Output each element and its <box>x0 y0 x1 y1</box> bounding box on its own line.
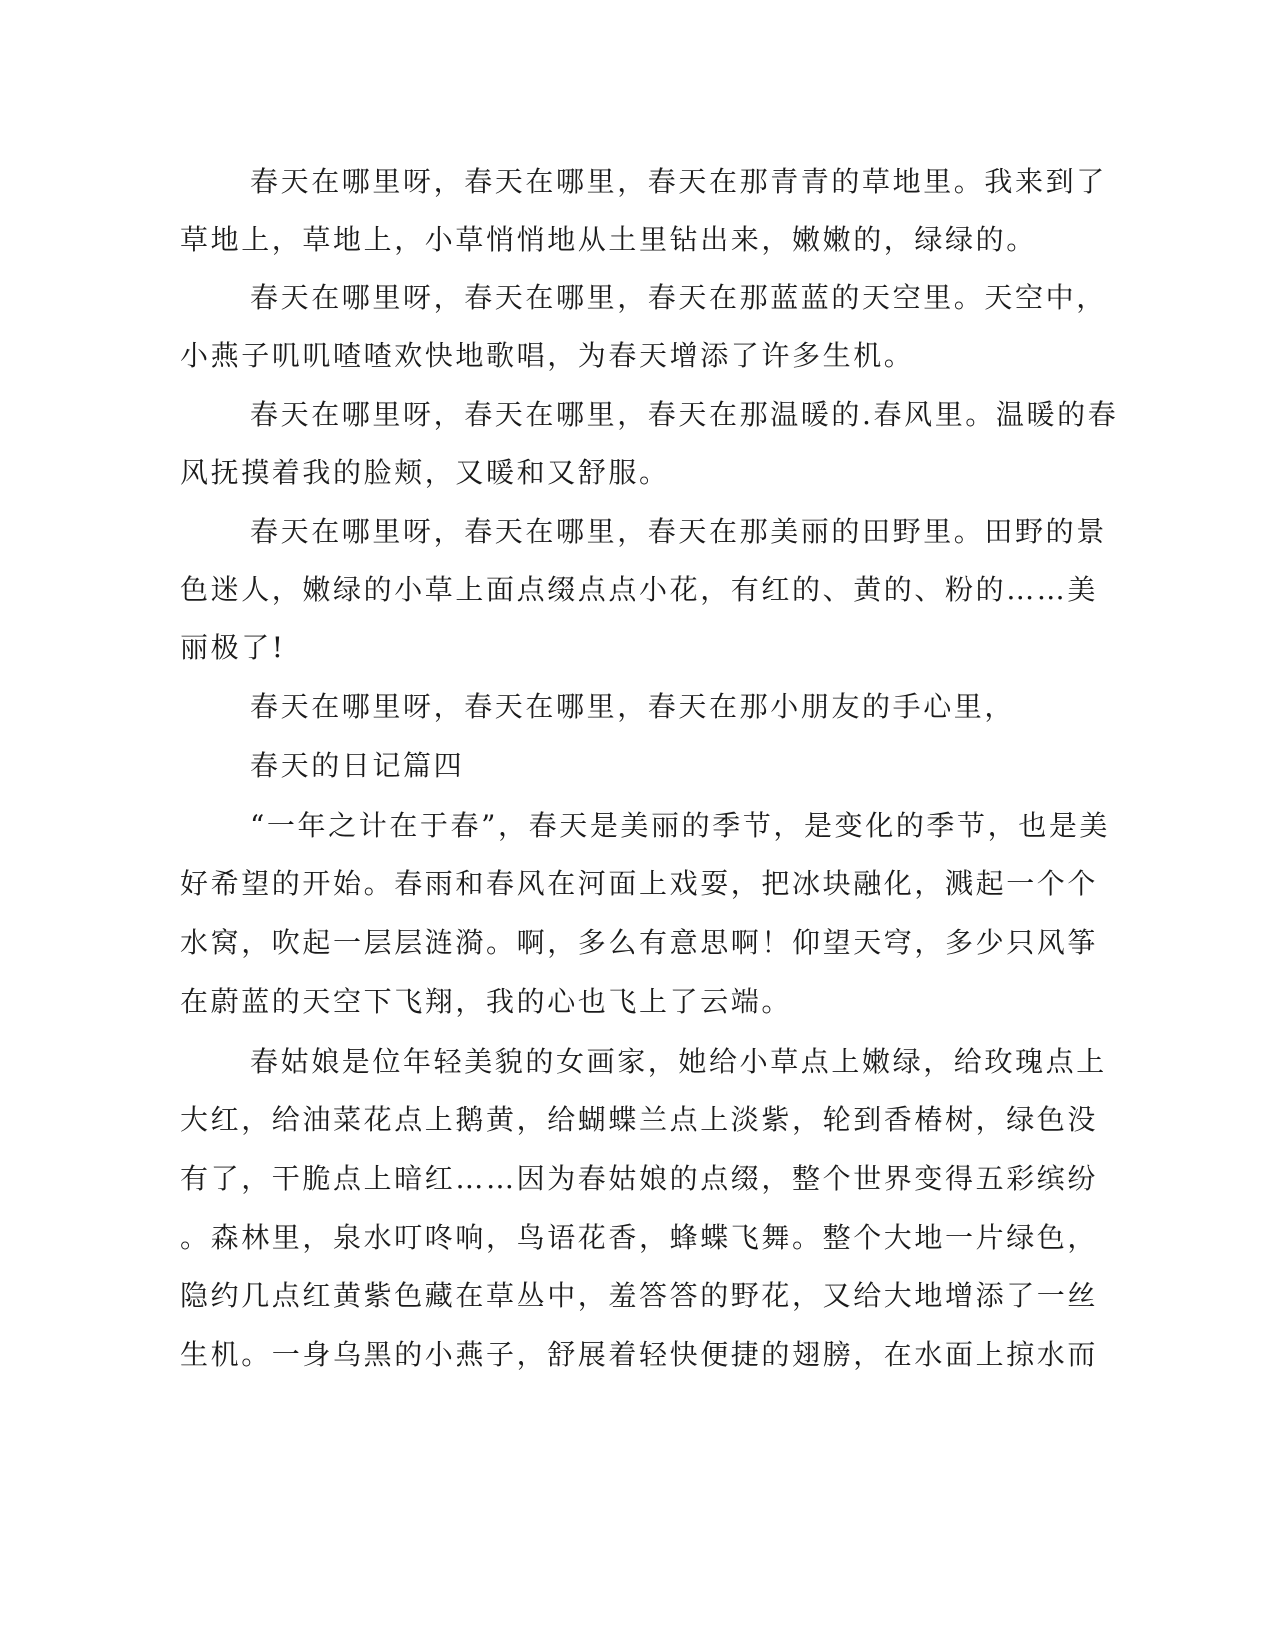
paragraph-7-line-2: 好希望的开始。春雨和春风在河面上戏耍，把冰块融化，溅起一个个 <box>180 867 1099 900</box>
paragraph-2-line-2: 小燕子叽叽喳喳欢快地歌唱，为春天增添了许多生机。 <box>180 339 915 372</box>
paragraph-5-line-1: 春天在哪里呀，春天在哪里，春天在那小朋友的手心里， <box>250 690 1016 723</box>
paragraph-3-line-2: 风抚摸着我的脸颊，又暖和又舒服。 <box>180 456 670 489</box>
paragraph-1-line-1: 春天在哪里呀，春天在哪里，春天在那青青的草地里。我来到了 <box>250 165 1107 198</box>
paragraph-8-line-5: 隐约几点红黄紫色藏在草丛中，羞答答的野花，又给大地增添了一丝 <box>180 1279 1099 1312</box>
paragraph-8-line-2: 大红，给油菜花点上鹅黄，给蝴蝶兰点上淡紫，轮到香椿树，绿色没 <box>180 1103 1099 1136</box>
paragraph-7-line-4: 在蔚蓝的天空下飞翔，我的心也飞上了云端。 <box>180 985 793 1018</box>
paragraph-1-line-2: 草地上，草地上，小草悄悄地从土里钻出来，嫩嫩的，绿绿的。 <box>180 223 1037 256</box>
paragraph-8-line-3: 有了，干脆点上暗红……因为春姑娘的点缀，整个世界变得五彩缤纷 <box>180 1162 1099 1195</box>
section-heading: 春天的日记篇四 <box>250 749 465 782</box>
paragraph-8-line-1: 春姑娘是位年轻美貌的女画家，她给小草点上嫩绿，给玫瑰点上 <box>250 1045 1107 1078</box>
paragraph-8-line-4: 。森林里，泉水叮咚响，鸟语花香，蜂蝶飞舞。整个大地一片绿色， <box>180 1221 1099 1254</box>
paragraph-2-line-1: 春天在哪里呀，春天在哪里，春天在那蓝蓝的天空里。天空中， <box>250 281 1107 314</box>
paragraph-8-line-6: 生机。一身乌黑的小燕子，舒展着轻快便捷的翅膀，在水面上掠水而 <box>180 1338 1099 1371</box>
paragraph-7-line-3: 水窝，吹起一层层涟漪。啊，多么有意思啊！仰望天穹，多少只风筝 <box>180 926 1099 959</box>
paragraph-7-line-1: “一年之计在于春”，春天是美丽的季节，是变化的季节，也是美 <box>250 809 1111 842</box>
paragraph-4-line-1: 春天在哪里呀，春天在哪里，春天在那美丽的田野里。田野的景 <box>250 515 1107 548</box>
paragraph-3-line-1: 春天在哪里呀，春天在哪里，春天在那温暖的.春风里。温暖的春 <box>250 398 1119 431</box>
paragraph-4-line-2: 色迷人，嫩绿的小草上面点缀点点小花，有红的、黄的、粉的……美 <box>180 573 1099 606</box>
paragraph-4-line-3: 丽极了! <box>180 631 286 664</box>
